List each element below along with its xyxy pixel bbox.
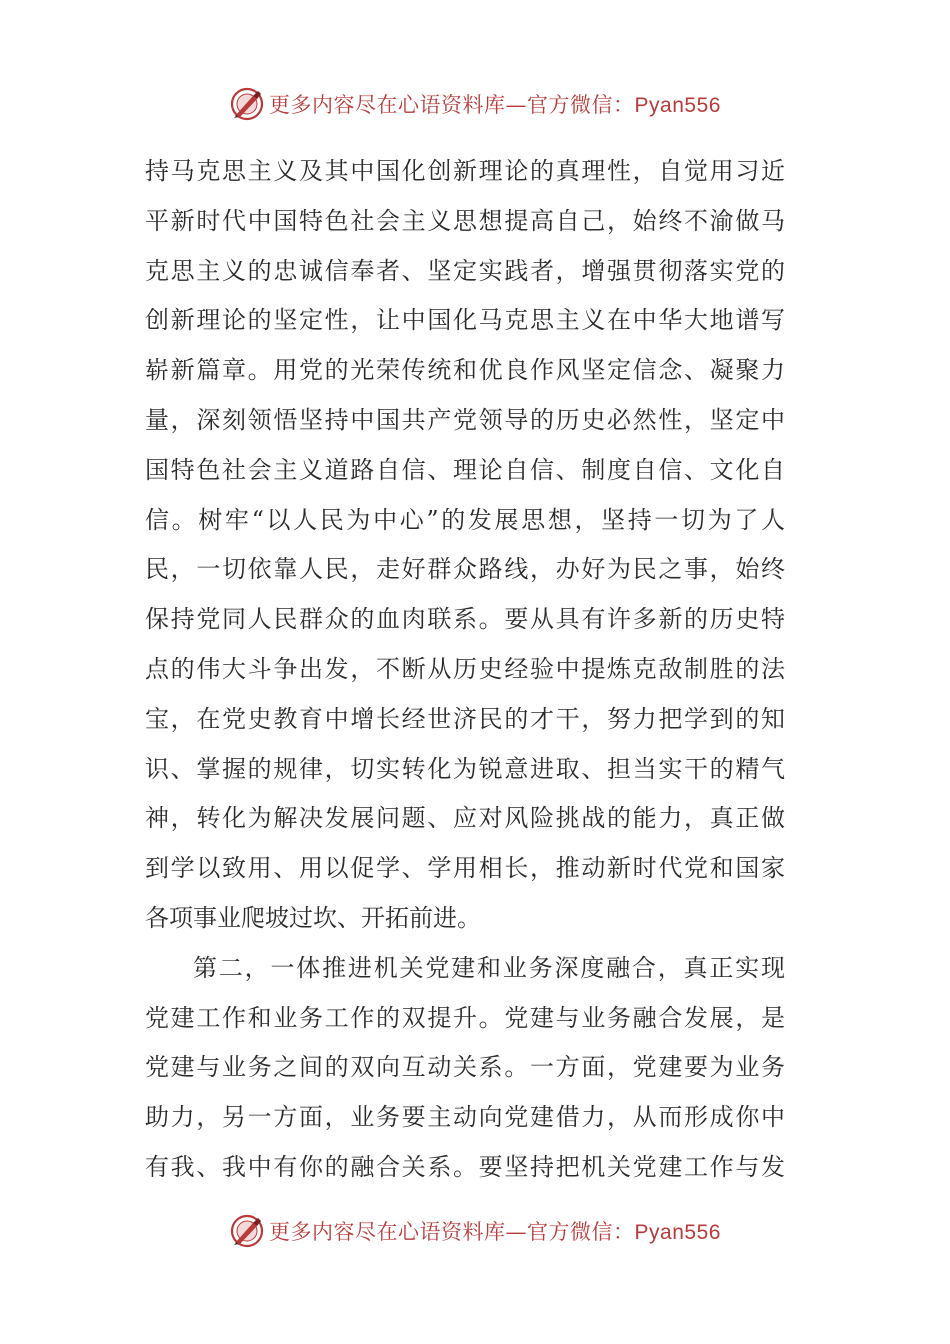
banner-brand: 更多内容尽在心语资料库 (269, 93, 506, 117)
text-line: 助力，另一方面，业务要主动向党建借力，从而形成你中 (145, 1103, 785, 1132)
banner-wechat-id: Pyan556 (634, 94, 721, 117)
banner-wechat-label: 官方微信： (527, 93, 635, 117)
document-body (145, 147, 785, 1193)
text-line: 到学以致用、用以促学、学用相长，推动新时代党和国家 (145, 854, 785, 883)
banner-wechat-id: Pyan556 (634, 1221, 721, 1244)
text-line: 持马克思主义及其中国化创新理论的真理性，自觉用习近 (145, 157, 785, 185)
footer-banner (0, 1209, 950, 1253)
banner-separator: — (505, 93, 528, 117)
pen-logo-icon (229, 1213, 265, 1249)
text-line: 神，转化为解决发展问题、应对风险挑战的能力，真正做 (145, 804, 785, 833)
text-line: 第二，一体推进机关党建和业务深度融合，真正实现 (193, 953, 785, 982)
text-line: 克思主义的忠诚信奉者、坚定实践者，增强贯彻落实党的 (145, 256, 785, 285)
banner-text (269, 89, 721, 119)
text-line: 宝，在党史教育中增长经世济民的才干，努力把学到的知 (145, 704, 785, 733)
pen-logo-icon (229, 86, 265, 122)
text-line: 平新时代中国特色社会主义思想提高自己，始终不渝做马 (145, 206, 785, 235)
text-line: 点的伟大斗争出发，不断从历史经验中提炼克敌制胜的法 (145, 654, 785, 683)
text-line: 党建与业务之间的双向互动关系。一方面，党建要为业务 (145, 1053, 785, 1082)
paragraph-2 (145, 944, 785, 1193)
text-line: 民，一切依靠人民，走好群众路线，办好为民之事，始终 (145, 555, 785, 584)
text-line: 识、掌握的规律，切实转化为锐意进取、担当实干的精气 (145, 754, 785, 783)
paragraph-1 (145, 147, 785, 944)
banner-wechat-label: 官方微信： (527, 1220, 635, 1244)
text-line: 崭新篇章。用党的光荣传统和优良作风坚定信念、凝聚力 (145, 356, 785, 385)
banner-text (269, 1216, 721, 1246)
text-line: 各项事业爬坡过坎、开拓前进。 (145, 903, 481, 932)
banner-separator: — (505, 1220, 528, 1244)
text-line: 信。树牢“以人民为中心”的发展思想，坚持一切为了人 (145, 505, 785, 534)
text-line: 国特色社会主义道路自信、理论自信、制度自信、文化自 (145, 455, 785, 484)
text-line: 党建工作和业务工作的双提升。党建与业务融合发展，是 (145, 1003, 785, 1032)
text-line: 创新理论的坚定性，让中国化马克思主义在中华大地谱写 (145, 306, 785, 335)
text-line: 保持党同人民群众的血肉联系。要从具有许多新的历史特 (145, 605, 785, 634)
text-line: 有我、我中有你的融合关系。要坚持把机关党建工作与发 (145, 1152, 785, 1181)
text-line: 量，深刻领悟坚持中国共产党领导的历史必然性，坚定中 (145, 405, 785, 434)
header-banner (0, 82, 950, 126)
banner-brand: 更多内容尽在心语资料库 (269, 1220, 506, 1244)
